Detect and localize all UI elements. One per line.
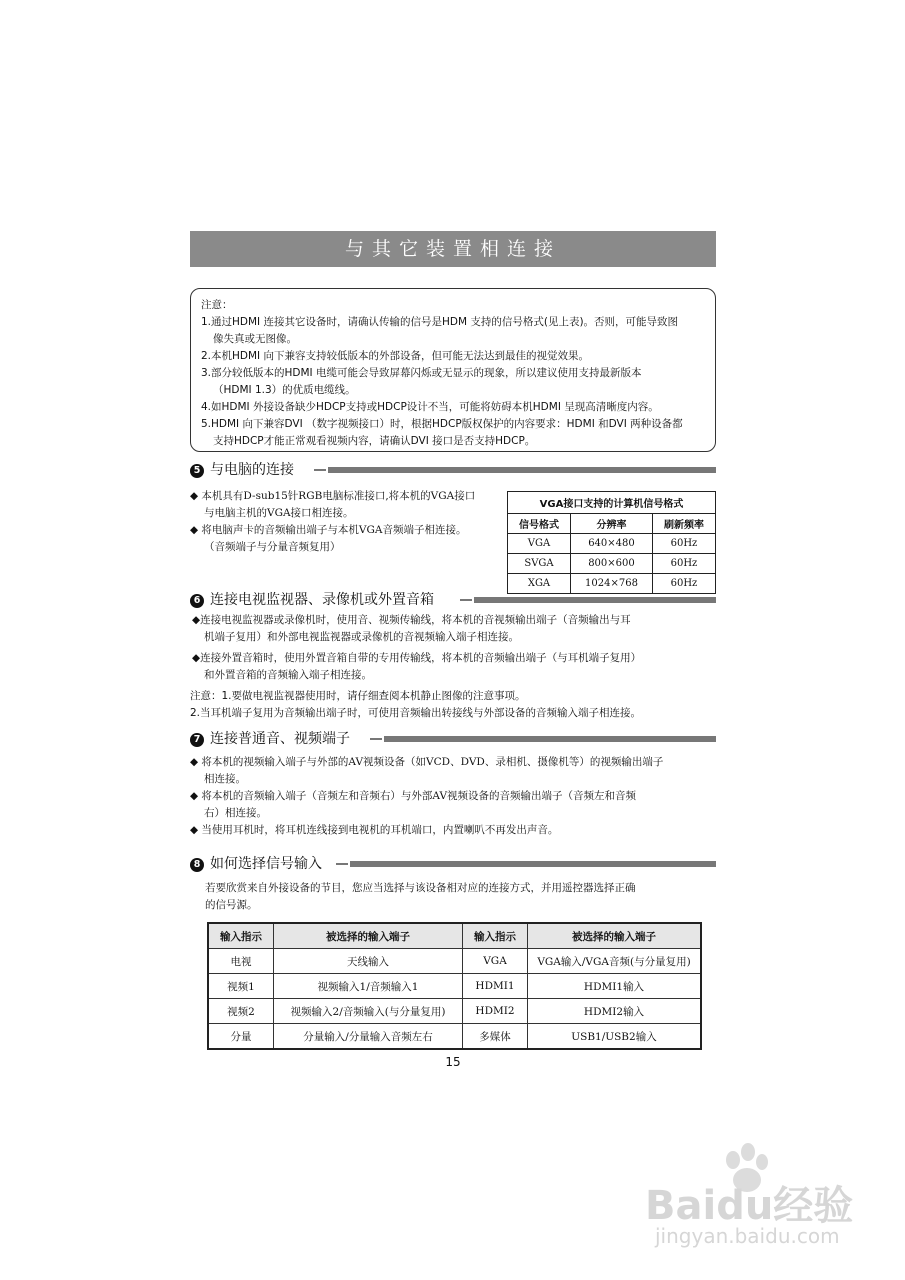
table-cell: HDMI1输入 — [528, 974, 702, 999]
note-line: 2.当耳机端子复用为音频输出端子时，可使用音频输出转接线与外部设备的音频输入端子相连接。 — [190, 707, 642, 719]
vga-format-table — [507, 491, 716, 594]
table-cell: 天线输入 — [274, 949, 463, 974]
section-rule — [350, 861, 716, 867]
section-rule — [474, 597, 716, 603]
section-6-text — [192, 612, 716, 684]
section-number-badge: 5 — [190, 464, 204, 478]
text-line: 机端子复用）和外部电视监视器或录像机的音视频输入端子相连接。 — [204, 631, 519, 643]
table-cell: 1024×768 — [571, 574, 653, 594]
text-line: 若要欣赏来自外接设备的节目，您应当选择与该设备相对应的连接方式，并用遥控器选择正确 — [205, 882, 636, 894]
text-line: ◆ 本机具有D-sub15针RGB电脑标准接口,将本机的VGA接口 — [190, 490, 476, 502]
table-cell: 视频2 — [208, 999, 274, 1024]
section-number-badge: 8 — [190, 858, 204, 872]
table-cell: HDMI2 — [463, 999, 528, 1024]
text-line: ◆ 将本机的音频输入端子（音频左和音频右）与外部AV视频设备的音频输出端子（音频左和音频 — [190, 790, 637, 802]
table-row — [508, 554, 716, 574]
table-cell: 60Hz — [652, 574, 715, 594]
text-line: （音频端子与分量音频复用） — [204, 541, 341, 553]
section-title: 如何选择信号输入 — [210, 856, 322, 872]
section-5-text — [190, 488, 500, 556]
watermark-url: jingyan.baidu.com — [655, 1224, 840, 1248]
table-row — [208, 999, 701, 1024]
table-cell: 60Hz — [652, 534, 715, 554]
text-line: ◆ 将电脑声卡的音频输出端子与本机VGA音频端子相连接。 — [190, 524, 467, 536]
note-line: 注意：1.要做电视监视器使用时，请仔细查阅本机静止图像的注意事项。 — [190, 690, 526, 702]
table-caption: VGA接口支持的计算机信号格式 — [508, 492, 716, 514]
column-header: 刷新频率 — [652, 514, 715, 534]
table-row — [208, 949, 701, 974]
table-cell: 视频输入2/音频输入(与分量复用) — [274, 999, 463, 1024]
note-line: 支持HDCP才能正常观看视频内容，请确认DVI 接口是否支持HDCP。 — [213, 435, 536, 447]
table-row — [208, 974, 701, 999]
section-7-text — [190, 754, 716, 839]
table-cell: SVGA — [508, 554, 571, 574]
note-line: 2.本机HDMI 向下兼容支持较低版本的外部设备，但可能无法达到最佳的视觉效果。 — [201, 350, 589, 362]
table-cell: 电视 — [208, 949, 274, 974]
section-5-heading — [190, 460, 294, 480]
section-8-heading — [190, 854, 322, 874]
column-header: 被选择的输入端子 — [528, 923, 702, 949]
note-line: 4.如HDMI 外接设备缺少HDCP支持或HDCP设计不当，可能将妨碍本机HDMI 呈现高清晰度内容。 — [201, 401, 659, 413]
table-cell: 800×600 — [571, 554, 653, 574]
table-cell: 视频1 — [208, 974, 274, 999]
table-cell: 视频输入1/音频输入1 — [274, 974, 463, 999]
section-rule — [384, 736, 716, 742]
column-header: 信号格式 — [508, 514, 571, 534]
text-line: ◆ 当使用耳机时，将耳机连线接到电视机的耳机端口，内置喇叭不再发出声音。 — [190, 824, 559, 836]
table-cell: 640×480 — [571, 534, 653, 554]
section-title: 连接普通音、视频端子 — [210, 731, 350, 747]
table-cell: XGA — [508, 574, 571, 594]
column-header: 输入指示 — [208, 923, 274, 949]
note-line: 1.通过HDMI 连接其它设备时，请确认传输的信号是HDM 支持的信号格式(见上表)。否则，可能导致图 — [201, 316, 679, 328]
table-cell: 分量 — [208, 1024, 274, 1050]
notes-box — [190, 288, 716, 452]
table-cell: HDMI1 — [463, 974, 528, 999]
section-title: 与电脑的连接 — [210, 462, 294, 478]
section-6-heading — [190, 590, 434, 610]
note-line: 像失真或无图像。 — [213, 333, 297, 345]
section-6-notes — [190, 688, 716, 722]
page-number: 15 — [445, 1055, 461, 1069]
note-line: 5.HDMI 向下兼容DVI （数字视频接口）时，根据HDCP版权保护的内容要求：HDMI 和DVI 两种设备都 — [201, 418, 683, 430]
table-cell: VGA — [463, 949, 528, 974]
table-cell: VGA输入/VGA音频(与分量复用) — [528, 949, 702, 974]
table-cell: 分量输入/分量输入音频左右 — [274, 1024, 463, 1050]
text-line: ◆连接电视监视器或录像机时，使用音、视频传输线，将本机的音视频输出端子（音频输出与耳 — [192, 614, 631, 626]
text-line: 右）相连接。 — [204, 807, 267, 819]
input-selection-table — [207, 922, 702, 1050]
column-header: 被选择的输入端子 — [274, 923, 463, 949]
table-cell: HDMI2输入 — [528, 999, 702, 1024]
table-cell: VGA — [508, 534, 571, 554]
table-cell: USB1/USB2输入 — [528, 1024, 702, 1050]
text-line: ◆ 将本机的视频输入端子与外部的AV视频设备（如VCD、DVD、录相机、摄像机等）的视频输出端子 — [190, 756, 664, 768]
table-row — [508, 534, 716, 554]
section-rule — [328, 467, 716, 473]
notes-heading: 注意： — [201, 299, 233, 311]
column-header: 输入指示 — [463, 923, 528, 949]
note-line: （HDMI 1.3）的优质电缆线。 — [213, 384, 356, 396]
section-8-text — [205, 880, 716, 914]
text-line: 的信号源。 — [205, 899, 258, 911]
table-row — [508, 574, 716, 594]
table-cell: 多媒体 — [463, 1024, 528, 1050]
note-line: 3.部分较低版本的HDMI 电缆可能会导致屏幕闪烁或无显示的现象，所以建议使用支持最新版本 — [201, 367, 642, 379]
section-7-heading — [190, 729, 350, 749]
watermark-brand: Baidu经验 — [645, 1183, 854, 1229]
section-number-badge: 7 — [190, 733, 204, 747]
column-header: 分辨率 — [571, 514, 653, 534]
section-title: 连接电视监视器、录像机或外置音箱 — [210, 592, 434, 608]
text-line: 相连接。 — [204, 773, 246, 785]
section-number-badge: 6 — [190, 594, 204, 608]
table-cell: 60Hz — [652, 554, 715, 574]
text-line: ◆连接外置音箱时，使用外置音箱自带的专用传输线，将本机的音频输出端子（与耳机端子复用） — [192, 652, 642, 664]
page-title: 与其它装置相连接 — [190, 231, 716, 267]
text-line: 和外置音箱的音频输入端子相连接。 — [204, 669, 372, 681]
table-row — [208, 1024, 701, 1050]
text-line: 与电脑主机的VGA接口相连接。 — [204, 507, 354, 519]
